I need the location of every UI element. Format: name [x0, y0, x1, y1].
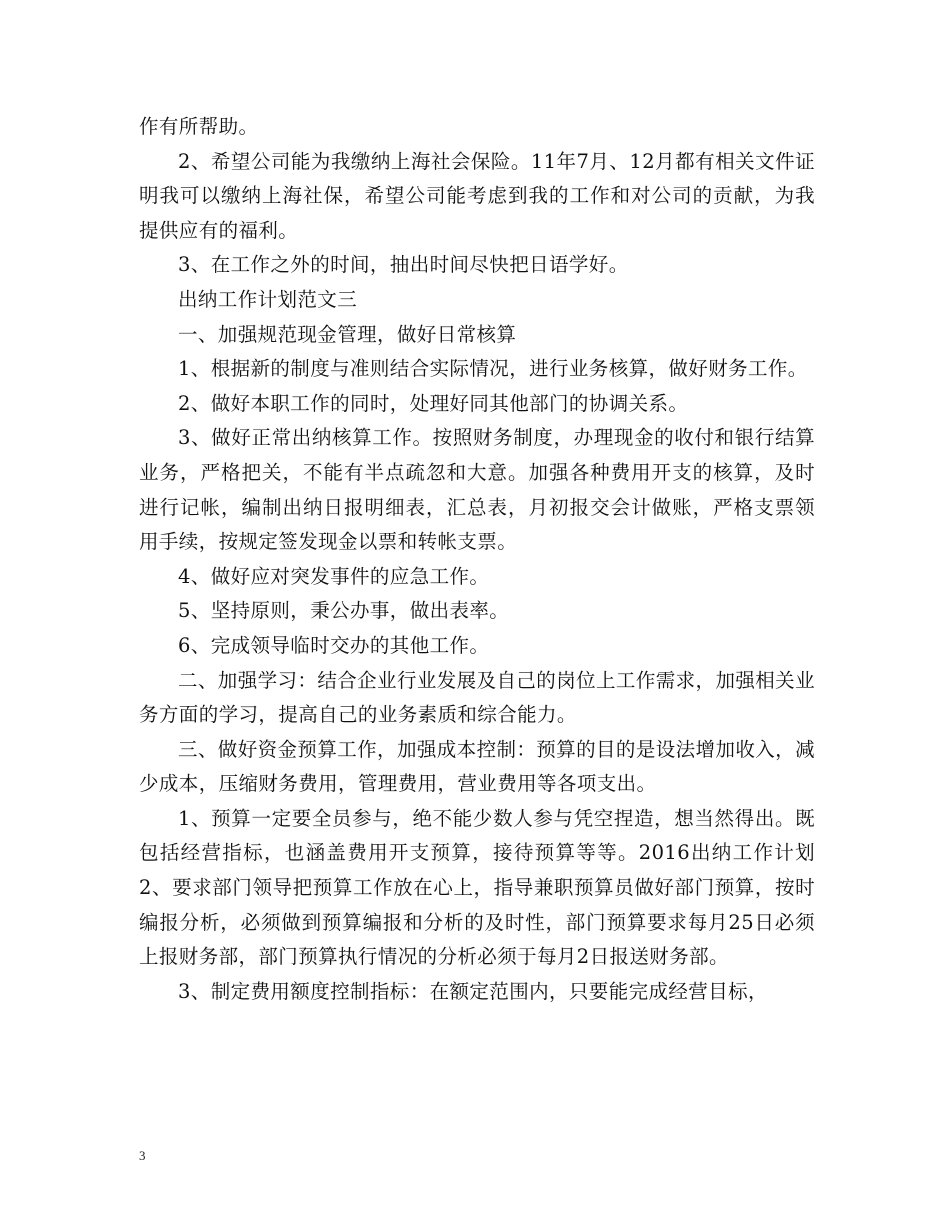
paragraph: 6、完成领导临时交办的其他工作。	[178, 633, 490, 657]
document-body	[139, 110, 815, 1009]
page-number: 3	[139, 1148, 146, 1163]
paragraph: 二、加强学习：结合企业行业发展及自己的岗位上工作需求，加强相关业务方面的学习，提高自己的业务素质和综合能力。	[139, 668, 815, 727]
paragraph: 1、预算一定要全员参与，绝不能少数人参与凭空捏造，想当然得出。既包括经营指标，也涵盖费用开支预算，接待预算等等。2016出纳工作计划2、要求部门领导把预算工作放在心上，指导兼职预算员做好部门预算，按时编报分析，必须做到预算编报和分析的及时性，部门预算要求每月25日必须上报财务部，部门预算执行情况的分析必须于每月2日报送财务部。	[139, 806, 815, 969]
paragraph: 4、做好应对突发事件的应急工作。	[178, 564, 490, 588]
paragraph: 作有所帮助。	[139, 115, 259, 138]
paragraph: 1、根据新的制度与准则结合实际情况，进行业务核算，做好财务工作。	[178, 357, 808, 381]
paragraph: 出纳工作计划范文三	[178, 287, 358, 311]
paragraph: 2、希望公司能为我缴纳上海社会保险。11年7月、12月都有相关文件证明我可以缴纳上海社保，希望公司能考虑到我的工作和对公司的贡献，为我提供应有的福利。	[139, 149, 815, 242]
paragraph: 三、做好资金预算工作，加强成本控制：预算的目的是设法增加收入，减少成本，压缩财务费用，管理费用，营业费用等各项支出。	[139, 737, 815, 796]
paragraph: 2、做好本职工作的同时，处理好同其他部门的协调关系。	[178, 391, 689, 415]
paragraph: 一、加强规范现金管理，做好日常核算	[178, 322, 517, 346]
paragraph: 3、做好正常出纳核算工作。按照财务制度，办理现金的收付和银行结算业务，严格把关，不能有半点疏忽和大意。加强各种费用开支的核算，及时进行记帐，编制出纳日报明细表，汇总表，月初报交会计做账，严格支票领用手续，按规定签发现金以票和转帐支票。	[139, 426, 815, 554]
paragraph: 3、在工作之外的时间，抽出时间尽快把日语学好。	[178, 253, 629, 277]
paragraph: 5、坚持原则，秉公办事，做出表率。	[178, 599, 510, 623]
paragraph: 3、制定费用额度控制指标：在额定范围内，只要能完成经营目标，	[178, 979, 768, 1003]
